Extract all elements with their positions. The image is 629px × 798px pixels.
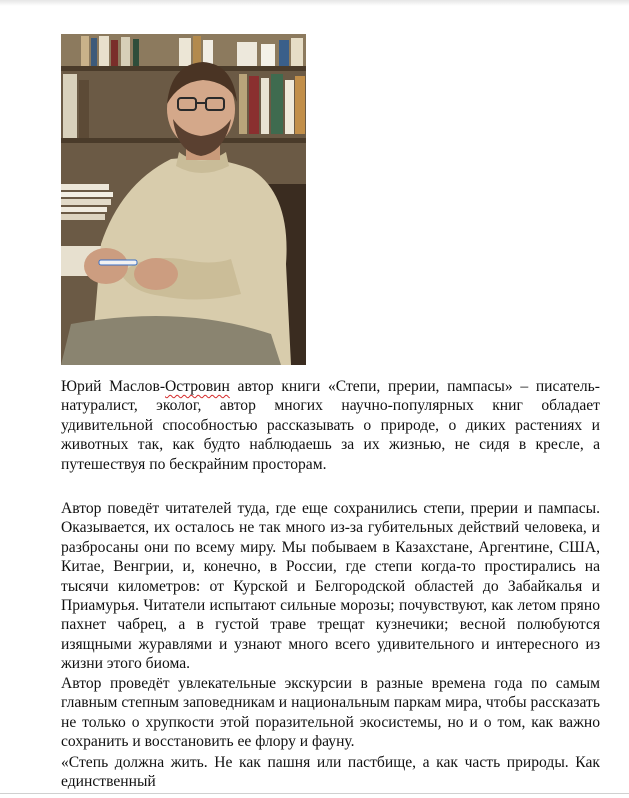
page-top-edge xyxy=(0,0,629,6)
author-name-part: Юрий Маслов- xyxy=(61,378,166,395)
author-paragraph xyxy=(61,377,600,474)
author-description: автор книги «Степи, прерии, пампасы» – писатель-натуралист, эколог, автор многих научно-популярных книг обладает удивительной способностью рассказывать о природе, о диких растениях и животных так, как будто наблюдаешь за их жизнью, не сидя в кресле, а путешествуя по бескрайним просторам. xyxy=(61,378,600,473)
paragraph-excursions: Автор проведёт увлекательные экскурсии в разные времена года по самым главным степным заповедникам и национальным паркам мира, чтобы рассказать не только о хрупкости этой поразительной экосистемы, но и о том, как важно сохранить и восстановить ее флору и фауну. xyxy=(61,675,600,751)
paragraph-journey: Автор поведёт читателей туда, где еще сохранились степи, прерии и пампасы. Оказывается, их осталось не так много из-за губительных действий человека, и разбросаны они по всему миру. Мы побываем в Казахстане, Аргентине, США, Китае, Венгрии, и, конечно, в России, где степи когда-то простирались на тысячи километров: от Курской и Белгородской областей до Забайкалья и Приамурья. Читатели испытают сильные морозы; почувствуют, как летом пряно пахнет чабрец, а в густой траве трещат кузнечики; весной полюбуются изящными журавлями и узнают много всего удивительного и интересного из жизни этого биома. xyxy=(61,500,600,673)
author-name-misspelled: Островин xyxy=(165,378,230,395)
page-bottom-edge xyxy=(0,793,629,794)
author-photo xyxy=(61,34,306,365)
paragraph-quote: «Степь должна жить. Не как пашня или пастбище, а как часть природы. Как единственный xyxy=(61,754,600,791)
